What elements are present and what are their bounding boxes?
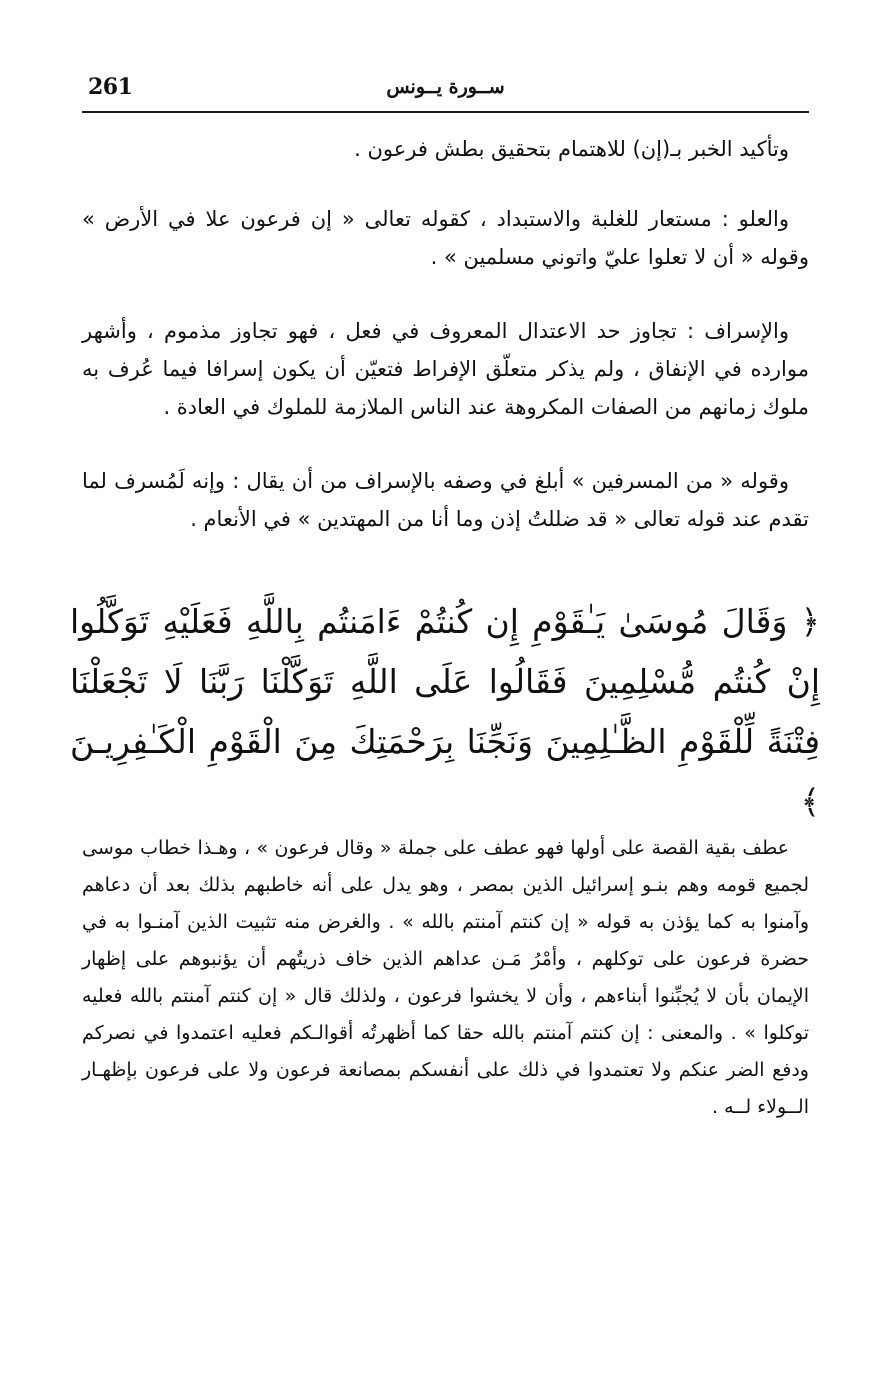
quran-verse: ﴿ وَقَالَ مُوسَىٰ يَـٰقَوْمِ إِن كُنتُمْ ءَامَنتُم بِاللَّهِ فَعَلَيْهِ تَوَكَّلُوا إِنْ كُنتُم مُّسْلِمِينَ فَقَالُوا عَلَى اللَّهِ تَوَكَّلْنَا رَبَّنَا لَا تَجْعَلْنَا فِتْنَةً لِّلْقَوْمِ الظَّـٰلِمِينَ وَنَجِّنَا بِرَحْمَتِكَ مِنَ الْقَوْمِ الْكَـٰفِرِيـنَ ﴾ <box>70 602 820 821</box>
page-header <box>82 70 809 110</box>
header-rule <box>82 111 809 113</box>
paragraph-emphasis <box>82 130 809 168</box>
tafsir-text: عطف بقية القصة على أولها فهو عطف على جملة « وقال فرعون » ، وهـذا خطاب موسى لجميع قومه وهم بنـو إسرائيل الذين بمصر ، وهو يدل على أنه خاطبهم بذلك بعد أن دعاهم وآمنوا به كما يؤذن به قوله « إن كنتم آمنتم بالله » . والغرض منه تثبيت الذين آمنـوا به في حضرة فرعون على توكلهم ، وأمْرُ مَـن عداهم الذين خاف ذريتُهم أن يؤنبوهم على إظهار الإيمان بأن لا يُجبِّنوا أبناءهم ، وأن لا يخشوا فرعون ، ولذلك قال « إن كنتم آمنتم بالله فعليه توكلوا » . والمعنى : إن كنتم آمنتم بالله حقا كما أظهرتُه أقوالـكم فعليه اعتمدوا في نصركم ودفع الضر عنكم ولا تعتمدوا في ذلك على أنفسكم بمصانعة فرعون ولا على فرعون بإظهـار الــولاء لــه . <box>82 837 809 1118</box>
page-number: 261 <box>88 74 133 100</box>
tafsir-paragraph <box>82 830 809 1126</box>
running-title: ســورة يــونس <box>386 76 505 98</box>
paragraph-israf <box>82 312 809 426</box>
paragraph-text: والعلو : مستعار للغلبة والاستبداد ، كقوله تعالى « إن فرعون علا في الأرض » وقوله « أن لا تعلوا عليّ واتوني مسلمين » . <box>82 207 809 269</box>
paragraph-text: والإسراف : تجاوز حد الاعتدال المعروف في فعل ، فهو تجاوز مذموم ، وأشهر موارده في الإنفاق ، ولم يذكر متعلّق الإفراط فتعيّن أن يكون إسرافا فيما عُرف به ملوك زمانهم من الصفات المكروهة عند الناس الملازمة للملوك في العادة . <box>82 319 809 419</box>
paragraph-text: وتأكيد الخبر بـ(إن) للاهتمام بتحقيق بطش فرعون . <box>354 137 789 161</box>
paragraph-musrifin <box>82 462 809 538</box>
paragraph-uluw <box>82 200 809 276</box>
paragraph-text: وقوله « من المسرفين » أبلغ في وصفه بالإسراف من أن يقال : وإنه لَمُسرف لما تقدم عند قوله تعالى « قد ضللتُ إذن وما أنا من المهتدين » في الأنعام . <box>82 469 809 531</box>
